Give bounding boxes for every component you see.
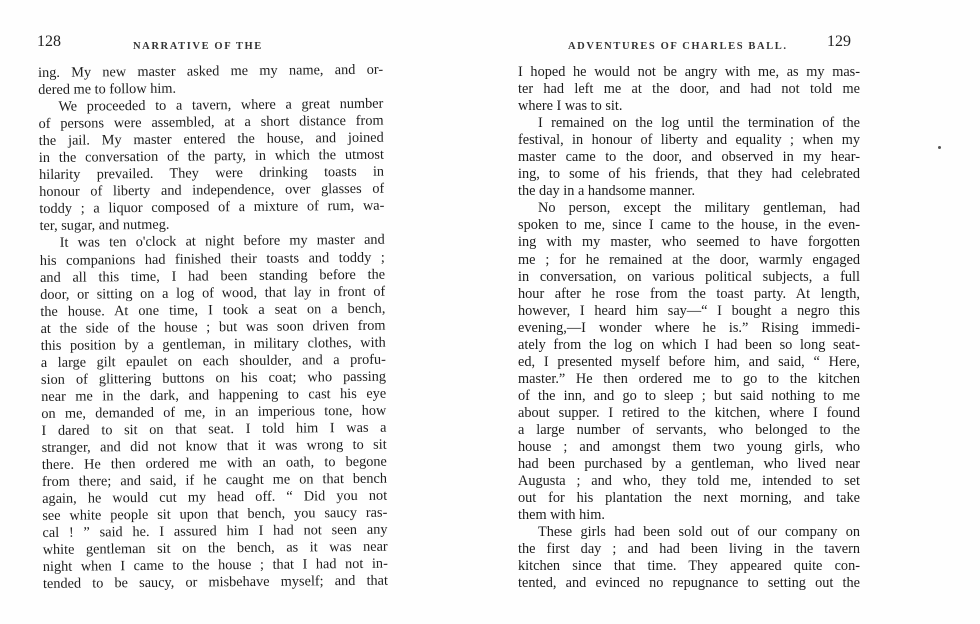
text-line: ing, to some of his friends, that they had celebrated [518, 166, 860, 183]
text-line: toddy ; a liquor composed of a mixture of rum, wa- [39, 198, 385, 218]
text-line: honour of liberty and independence, over glasses of [39, 181, 385, 201]
text-line: a large gilt epaulet on each shoulder, and a profu- [40, 351, 386, 371]
text-line: however, I heard him say—“ I bought a negro this [518, 302, 860, 319]
text-line: this position by a gentleman, in military clothes, with [40, 334, 386, 354]
text-line: in conversation, on various political subjects, a full [518, 268, 860, 285]
page-number: 128 [37, 33, 61, 50]
text-line: of the inn, and go to sleep ; but said nothing to me [518, 387, 860, 404]
scan-speck [938, 146, 941, 149]
text-line: see white people sit upon that bench, you saucy ras- [42, 504, 388, 525]
text-line: the jail. My master entered the house, and joined [38, 129, 384, 150]
text-line: where I was to sit. [518, 98, 623, 115]
text-line: hour after he rose from the toast party. At length, [518, 285, 860, 302]
text-line: night when I came to the house ; that I had not in- [42, 556, 388, 576]
text-line: master.” He then ordered me to go to the kitchen [518, 370, 860, 387]
right-page [490, 0, 980, 624]
text-line: and all this time, I had been standing before the [39, 266, 386, 286]
text-line: at the side of the house ; but was soon driven from [40, 317, 386, 337]
text-line: ter had left me at the door, and had not told me [518, 81, 860, 98]
text-line: We proceeded to a tavern, where a great number [58, 95, 384, 115]
text-line: dered me to follow him. [38, 80, 177, 99]
text-line: master came to the door, and observed in my hear- [518, 149, 860, 166]
text-line: These girls had been sold out of our company on [538, 524, 860, 541]
text-line: the first day ; and had been living in the tavern [518, 541, 860, 558]
text-line: sion of glittering buttons on his coat; who passing [40, 368, 387, 388]
text-line: out for his plantation the next morning, and take [518, 490, 860, 507]
text-line: them with him. [518, 507, 605, 524]
text-line: in the conversation of the party, in which the utmost [38, 146, 384, 167]
text-line: evening,—I wonder where he is.” Rising immedi- [518, 319, 860, 336]
text-line: I remained on the log until the termination of the [538, 115, 860, 132]
text-line: on me, demanded of me, in an imperious tone, how [41, 402, 387, 422]
text-line: again, he would cut my head off. “ Did you not [42, 487, 388, 508]
text-line: Augusta ; and who, they told me, intended to set [518, 473, 860, 490]
text-line: ter, sugar, and nutmeg. [39, 217, 170, 235]
text-line: hilarity prevailed. They were drinking toasts in [38, 163, 385, 184]
text-line: cal ! ” said he. I assured him I had not seen any [42, 521, 388, 542]
text-line: house ; and amongst them two young girls, who [518, 439, 860, 456]
text-line: kitchen since that time. They appeared quite con- [518, 558, 860, 575]
text-line: door, or sitting on a log of wood, that lay in front of [40, 283, 386, 303]
text-line: near me in the dark, and happening to cast his eye [41, 385, 387, 405]
text-line: from there; and said, if he caught me on that bench [41, 470, 388, 491]
running-head: ADVENTURES OF CHARLES BALL. [568, 41, 788, 52]
text-line: me ; for he remained at the door, warmly engaged [518, 251, 860, 268]
page-number: 129 [827, 33, 851, 50]
text-line: ately from the log on which I had been so long seat- [518, 336, 860, 353]
text-line: It was ten o'clock at night before my master and [59, 232, 385, 252]
text-line: No person, except the military gentleman, had [538, 200, 860, 217]
text-line: there. He then ordered me with an oath, to begone [41, 453, 387, 474]
page-body-text [518, 64, 860, 592]
text-line: spoken to me, since I came to the house, in the even- [518, 217, 860, 234]
text-line: I dared to sit on that seat. I told him I was a [41, 419, 387, 439]
text-line: ed, I presented myself before him, and said, “ Here, [518, 353, 860, 370]
text-line: stranger, and did not know that it was wrong to sit [41, 436, 387, 457]
running-head: NARRATIVE OF THE [133, 41, 263, 52]
text-line: white gentleman sit on the bench, as it was near [42, 538, 388, 559]
text-line: about supper. I retired to the kitchen, where I found [518, 404, 860, 421]
text-line: tented, and evinced no repugnance to setting out the [518, 575, 860, 592]
page-body-text [38, 62, 388, 594]
text-line: tended to be saucy, or misbehave myself; and that [42, 573, 389, 593]
text-line: his companions had finished their toasts and toddy ; [39, 249, 385, 269]
text-line: the day in a handsome manner. [518, 183, 696, 200]
text-line: had been purchased by a gentleman, who lived near [518, 456, 860, 473]
text-line: ing. My new master asked me my name, and or- [38, 61, 384, 81]
text-line: of persons were assembled, at a short distance from [38, 112, 384, 133]
text-line: ing with my master, who seemed to have forgotten [518, 234, 860, 251]
text-line: I hoped he would not be angry with me, as my mas- [518, 64, 860, 80]
text-line: a large number of servants, who belonged to the [518, 421, 860, 438]
text-line: festival, in honour of liberty and equality ; when my [518, 132, 860, 149]
text-line: the house. At one time, I took a seat on a bench, [40, 300, 386, 320]
